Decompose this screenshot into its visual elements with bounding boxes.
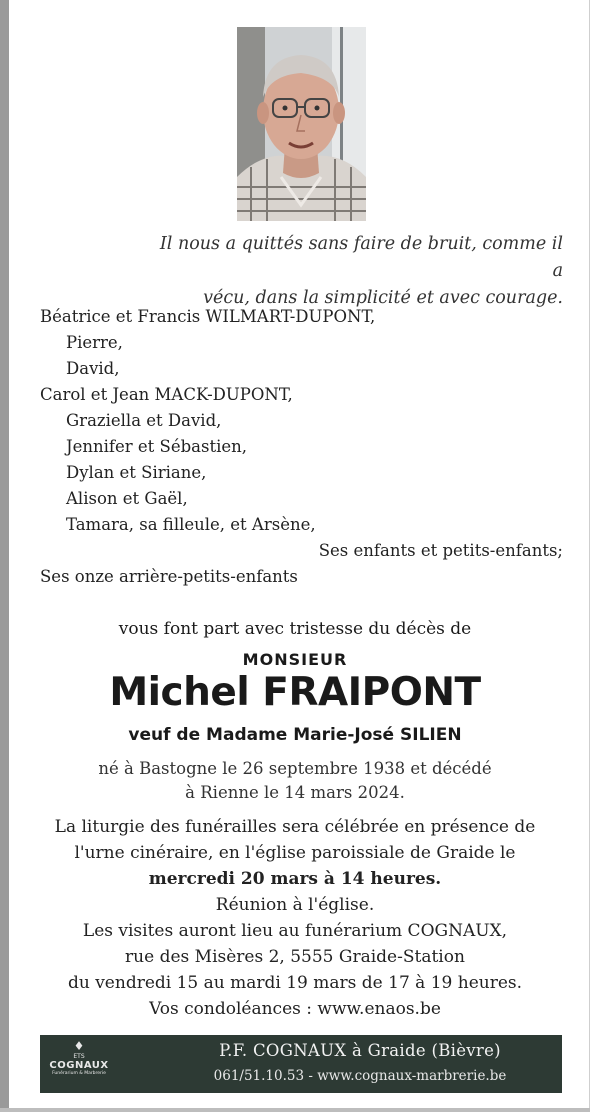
logo-brand: COGNAUX [49, 1060, 109, 1071]
portrait-drawing [237, 27, 366, 221]
family-member: Dylan et Siriane, [66, 463, 207, 482]
deceased-name: Michel FRAIPONT [109, 670, 481, 715]
family-member: Béatrice et Francis WILMART-DUPONT, [40, 307, 376, 326]
portrait-photo [237, 27, 366, 221]
bottom-border [0, 1108, 590, 1112]
birth-death-dates [20, 757, 570, 805]
widow-line: veuf de Madame Marie-José SILIEN [128, 725, 462, 745]
family-member: Graziella et David, [66, 411, 222, 430]
logo-subtitle: Funérarium & Marbrerie [52, 1071, 106, 1076]
family-member: Jennifer et Sébastien, [66, 437, 248, 456]
quote-line: Il nous a quittés sans faire de bruit, comme il a [159, 234, 563, 281]
quote-line: vécu, dans la simplicité et avec courage. [203, 288, 563, 308]
logo-ets: ETS [73, 1053, 85, 1060]
announcement-intro: vous font part avec tristesse du décès de [118, 619, 472, 639]
family-summary: Ses enfants et petits-enfants; [318, 541, 563, 560]
funeral-home-contact: 061/51.10.53 - www.cognaux-marbrerie.be [213, 1068, 507, 1084]
ceremony-datetime: mercredi 20 mars à 14 heures. [148, 869, 442, 889]
condolences-line: Vos condoléances : www.enaos.be [149, 999, 441, 1019]
details-line: Les visites auront lieu au funérarium COGNAUX, [82, 921, 508, 941]
family-member: David, [66, 359, 120, 378]
details-line: rue des Misères 2, 5555 Graide-Station [125, 947, 465, 967]
details-line: du vendredi 15 au mardi 19 mars de 17 à 19 heures. [67, 973, 523, 993]
funeral-home-name: P.F. COGNAUX à Graide (Bièvre) [219, 1041, 501, 1060]
dates-line: à Rienne le 14 mars 2024. [185, 783, 405, 802]
great-grandchildren: Ses onze arrière-petits-enfants [40, 567, 298, 586]
flame-icon: ♦ [73, 1039, 85, 1053]
family-member: Carol et Jean MACK-DUPONT, [40, 385, 293, 404]
family-member: Alison et Gaël, [66, 489, 188, 508]
left-border [0, 0, 9, 1112]
details-line: l'urne cinéraire, en l'église paroissiale de Graide le [74, 843, 516, 863]
dates-line: né à Bastogne le 26 septembre 1938 et décédé [98, 759, 492, 778]
honorific: MONSIEUR [242, 650, 348, 669]
details-line: Réunion à l'église. [215, 895, 375, 915]
family-member: Pierre, [66, 333, 123, 352]
funeral-details [20, 814, 570, 1022]
details-line: La liturgie des funérailles sera célébrée en présence de [54, 817, 536, 837]
family-list [40, 304, 565, 590]
funeral-home-banner [40, 1035, 562, 1093]
cognaux-logo [48, 1039, 110, 1089]
family-member: Tamara, sa filleule, et Arsène, [66, 515, 316, 534]
quote [150, 231, 563, 312]
